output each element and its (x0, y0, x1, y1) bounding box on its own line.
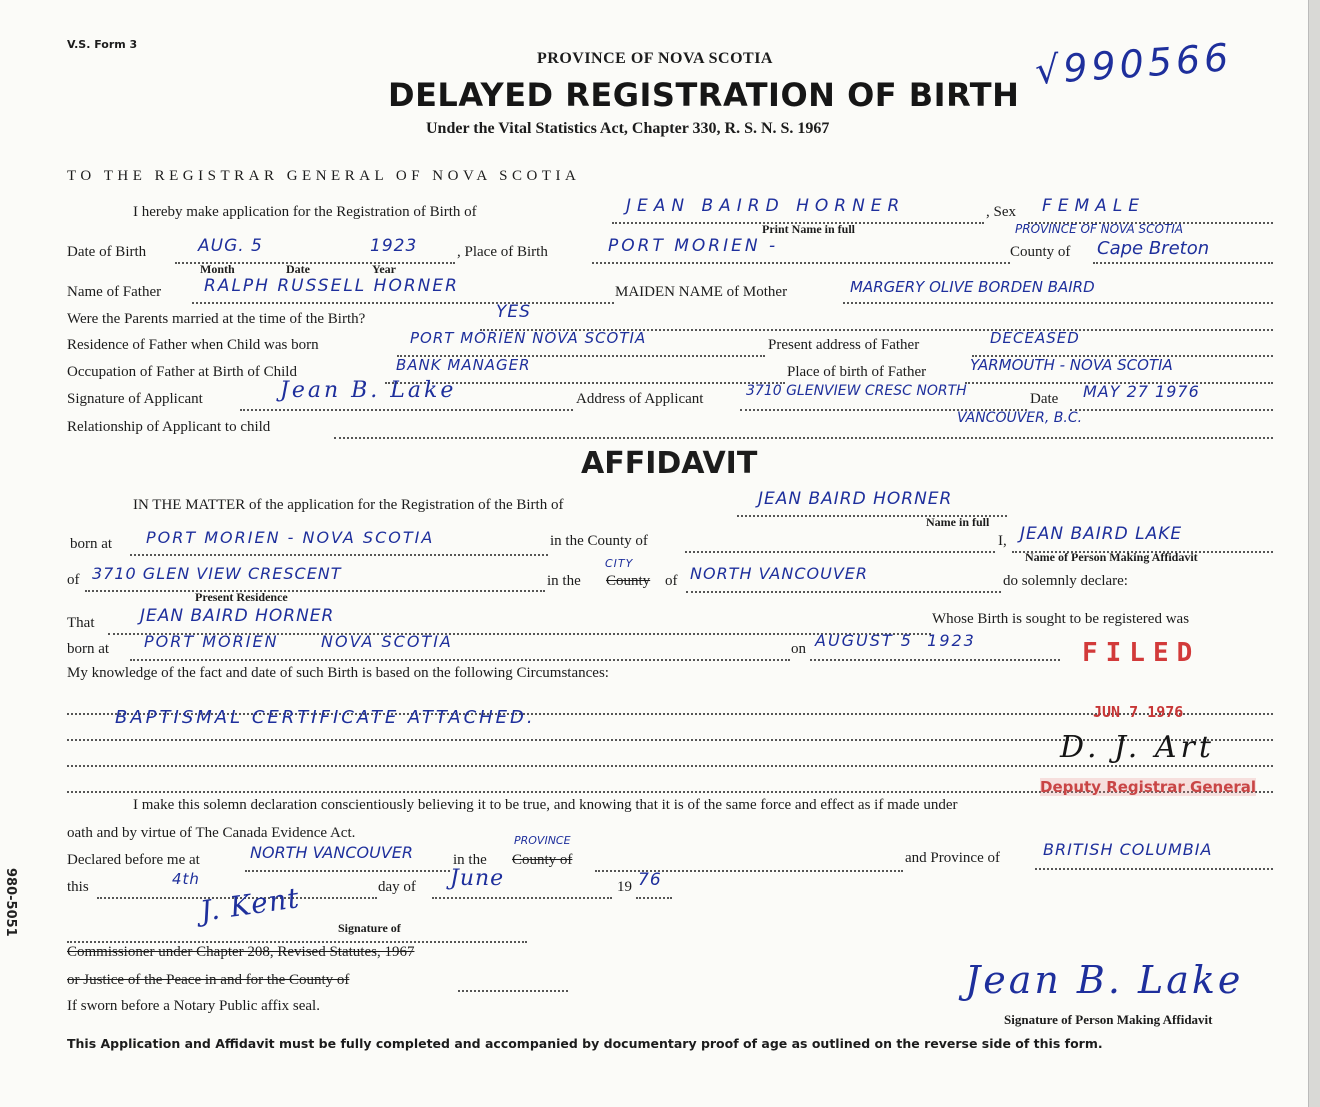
sex-value: FEMALE (1042, 196, 1146, 216)
whose-label: Whose Birth is sought to be registered was (932, 611, 1190, 627)
day-value: 4th (172, 870, 200, 888)
address-city: VANCOUVER, B.C. (957, 410, 1083, 426)
mother-name: MARGERY OLIVE BORDEN BAIRD (850, 278, 1095, 296)
affiant-name: JEAN BAIRD LAKE (1020, 524, 1183, 544)
form-code: V.S. Form 3 (67, 38, 138, 51)
affiant-signature: Jean B. Lake (965, 958, 1244, 1002)
affiant-caption: Name of Person Making Affidavit (1025, 550, 1198, 564)
married-value: YES (496, 302, 531, 322)
on-date: AUGUST 5 1923 (815, 631, 976, 650)
county-of-struck: County of (512, 852, 573, 868)
print-name-label: Print Name in full (762, 222, 855, 236)
matter-name: JEAN BAIRD HORNER (758, 489, 953, 509)
address-label: Address of Applicant (576, 391, 704, 407)
county-label: County of (1010, 244, 1071, 260)
province-note: PROVINCE OF NOVA SCOTIA (1015, 222, 1184, 236)
filed-stamp: FILED (1082, 638, 1201, 668)
province-heading: PROVINCE OF NOVA SCOTIA (537, 50, 773, 67)
father-label: Name of Father (67, 284, 162, 300)
present-residence-caption: Present Residence (195, 590, 288, 604)
of2-label: of (665, 573, 678, 589)
affiant-signature-caption: Signature of Person Making Affidavit (1004, 1012, 1213, 1027)
father-birthplace-label: Place of birth of Father (787, 364, 927, 380)
date-label: Date (1030, 391, 1059, 407)
mother-label: MAIDEN NAME of Mother (615, 284, 788, 300)
this-label: this (67, 879, 89, 895)
form-subtitle: Under the Vital Statistics Act, Chapter 330, R. S. N. S. 1967 (426, 120, 830, 137)
year-prefix: 19 (617, 879, 632, 895)
month-caption: Month (200, 262, 235, 276)
born-at2-label: born at (67, 641, 110, 657)
form-title: DELAYED REGISTRATION OF BIRTH (388, 76, 1020, 114)
knowledge-label: My knowledge of the fact and date of such Birth is based on the following Circumstances: (67, 665, 609, 681)
applicant-signature: Jean B. Lake (280, 378, 457, 403)
dob-month-day: AUG. 5 (198, 236, 263, 256)
born-at-value: PORT MORIEN - NOVA SCOTIA (146, 528, 435, 547)
signature-of-caption: Signature of (338, 921, 401, 935)
county-of-label: in the County of (550, 533, 648, 549)
justice-text: or Justice of the Peace in and for the County of (67, 972, 350, 988)
residence-label: Residence of Father when Child was born (67, 337, 319, 353)
married-label: Were the Parents married at the time of the Birth? (67, 311, 366, 327)
year-suffix: 76 (638, 870, 662, 890)
address-value: 3710 GLENVIEW CRESC NORTH (746, 383, 967, 399)
county-value: Cape Breton (1097, 238, 1210, 259)
name-full-caption: Name in full (926, 515, 990, 529)
month-value: June (450, 866, 505, 891)
province-note-affidavit: PROVINCE (514, 834, 571, 847)
oath-text: oath and by virtue of The Canada Evidence Act. (67, 825, 356, 841)
declare-label: do solemnly declare: (1003, 573, 1128, 589)
present-addr-value: DECEASED (990, 329, 1080, 347)
footer-note: This Application and Affidavit must be fully completed and accompanied by documentary proof of age as outlined on the reverse side of this form. (67, 1036, 1103, 1051)
matter-label: IN THE MATTER of the application for the Registration of the Birth of (133, 497, 564, 513)
father-name: RALPH RUSSELL HORNER (204, 276, 459, 296)
place-label: , Place of Birth (457, 244, 548, 260)
deputy-signature: D. J. Art (1060, 730, 1215, 765)
residence-value: PORT MORIEN NOVA SCOTIA (410, 329, 647, 347)
child-name: JEAN BAIRD HORNER (626, 196, 906, 216)
scan-edge (1308, 0, 1320, 1107)
father-birthplace-value: YARMOUTH - NOVA SCOTIA (970, 356, 1173, 374)
signature-label: Signature of Applicant (67, 391, 203, 407)
of-address: 3710 GLEN VIEW CRESCENT (92, 564, 342, 583)
on-label: on (791, 641, 806, 657)
filed-date-stamp: JUN 7 1976 (1093, 703, 1184, 721)
salutation: TO THE REGISTRAR GENERAL OF NOVA SCOTIA (67, 168, 581, 184)
side-code: 980-5051 (3, 868, 18, 937)
dob-label: Date of Birth (67, 244, 147, 260)
province-value: BRITISH COLUMBIA (1043, 840, 1213, 859)
occupation-value: BANK MANAGER (396, 356, 531, 374)
date-caption: Date (286, 262, 310, 276)
born-at-label: born at (70, 536, 113, 552)
commissioner-text: Commissioner under Chapter 208, Revised Statutes, 1967 (67, 944, 415, 960)
that-name: JEAN BAIRD HORNER (140, 606, 335, 626)
commissioner-signature: J. Kent (198, 881, 302, 928)
born-at2-value: PORT MORIEN NOVA SCOTIA (144, 632, 453, 651)
present-addr-label: Present address of Father (768, 337, 920, 353)
county-struck: County (606, 573, 651, 589)
notary-text: If sworn before a Notary Public affix seal. (67, 998, 320, 1014)
application-date: MAY 27 1976 (1083, 382, 1200, 401)
city-note: CITY (605, 557, 634, 570)
solemn-text: I make this solemn declaration conscientiously believing it to be true, and knowing that it is of the same force and effect as if made under (133, 797, 958, 813)
in-the2-label: in the (453, 852, 487, 868)
i-label: I, (998, 533, 1007, 549)
circumstances-value: BAPTISMAL CERTIFICATE ATTACHED. (115, 707, 536, 728)
deputy-registrar-stamp: Deputy Registrar General (1040, 778, 1257, 796)
intro-label: I hereby make application for the Registration of Birth of (133, 204, 477, 220)
declared-at: NORTH VANCOUVER (250, 843, 413, 862)
place-value: PORT MORIEN - (608, 236, 779, 256)
day-of-label: day of (378, 879, 416, 895)
dob-year: 1923 (370, 236, 418, 256)
declared-label: Declared before me at (67, 852, 200, 868)
affidavit-title: AFFIDAVIT (581, 446, 758, 481)
that-label: That (67, 615, 95, 631)
occupation-label: Occupation of Father at Birth of Child (67, 364, 297, 380)
of-label: of (67, 572, 80, 588)
and-province-label: and Province of (905, 850, 1000, 866)
registration-number: √990566 (1033, 35, 1234, 93)
sex-label: , Sex (986, 204, 1016, 220)
relationship-label: Relationship of Applicant to child (67, 419, 271, 435)
year-caption: Year (372, 262, 396, 276)
of-city: NORTH VANCOUVER (690, 564, 868, 583)
in-the-label: in the (547, 573, 581, 589)
